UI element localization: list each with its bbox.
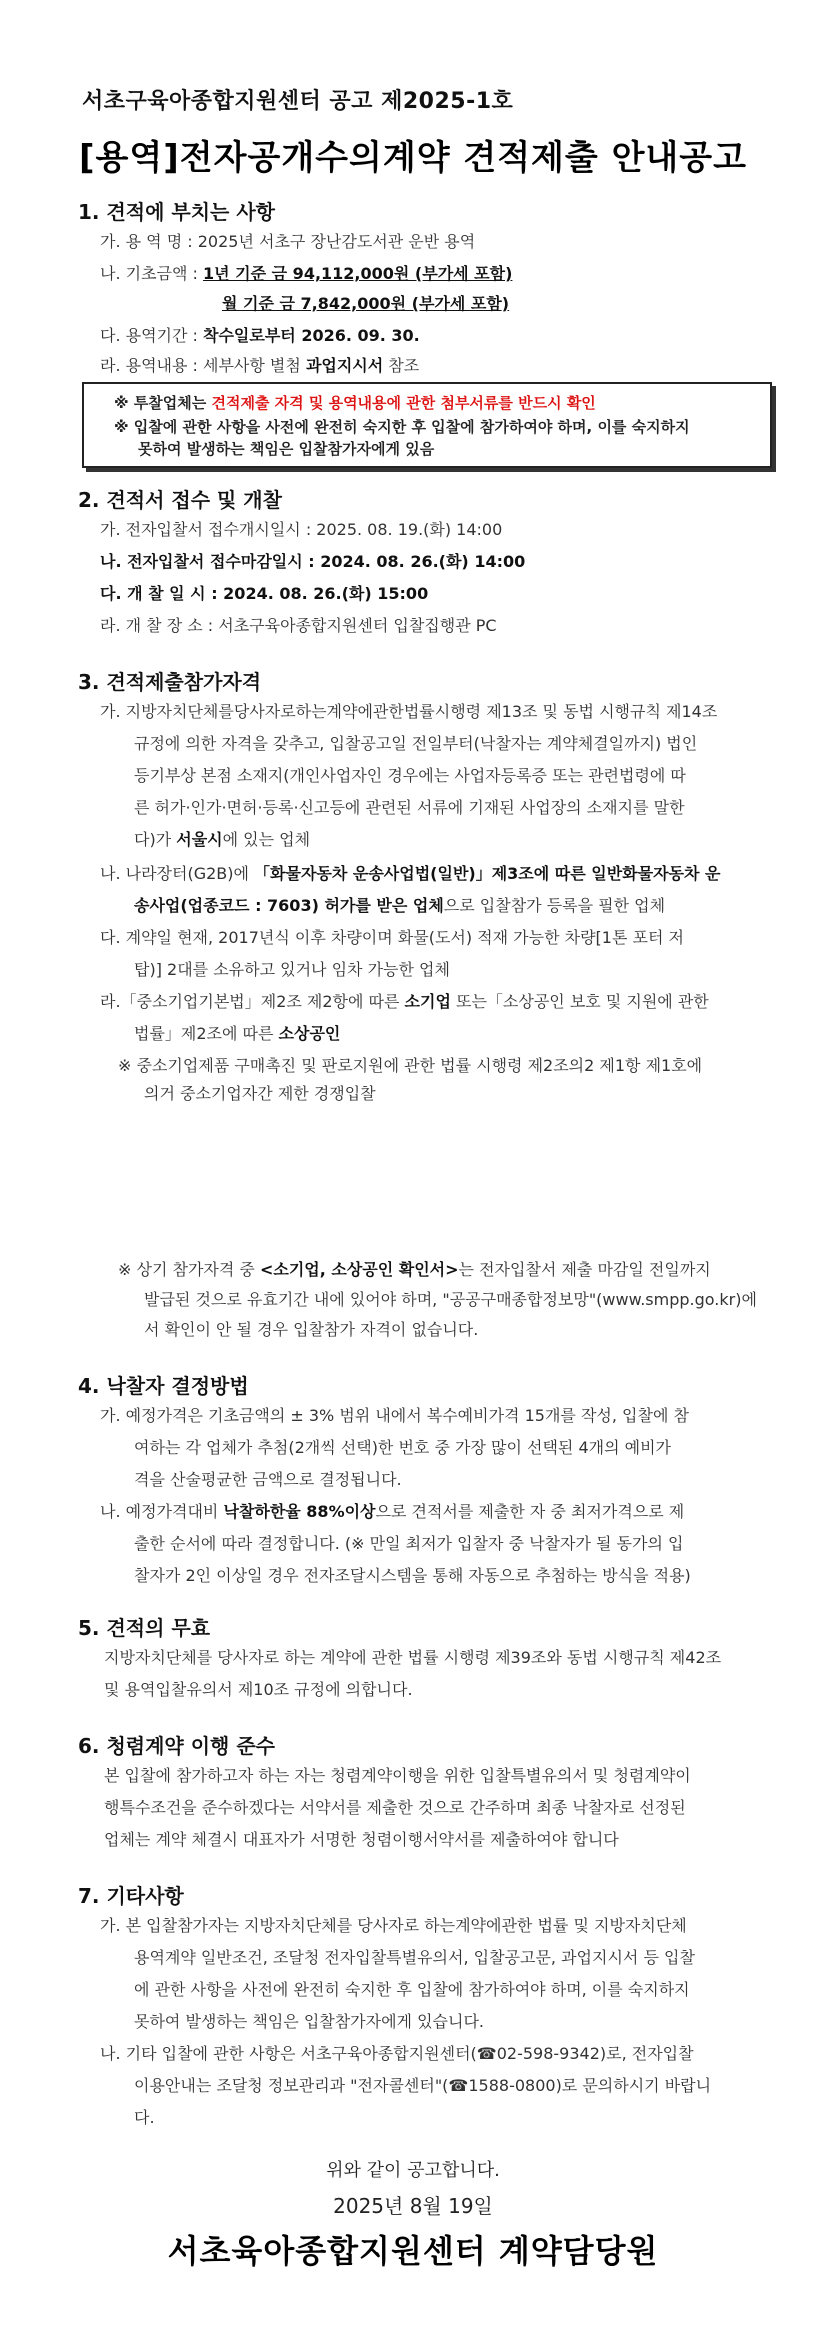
integrity-line-3: 업체는 계약 체결시 대표자가 서명한 청렴이행서약서를 제출하여야 합니다: [104, 1830, 619, 1849]
opening-datetime: 다. 개 찰 일 시 : 2024. 08. 26.(화) 15:00: [100, 584, 429, 603]
qualification-da-line-1: 다. 계약일 현재, 2017년식 이후 차량이며 화물(도서) 적재 가능한 차량[1톤 포터 저: [100, 928, 684, 947]
misc-na-line-1: 나. 기타 입찰에 관한 사항은 서초구육아종합지원센터(☎02-598-9342)로, 전자입찰: [100, 2044, 694, 2063]
qualification-small-business: 소기업: [404, 992, 451, 1011]
announcement-number: 서초구육아종합지원센터 공고 제2025-1호: [82, 89, 514, 114]
service-content-value: 과업지시서: [305, 356, 384, 375]
section-7-heading: 7. 기타사항: [78, 1884, 184, 1908]
notice-line-3: 못하여 발생하는 책임은 입찰참가자에게 있음: [138, 440, 435, 458]
misc-ga-line-2: 용역계약 일반조건, 조달청 전자입찰특별유의서, 입찰공고문, 과업지시서 등 입찰: [134, 1948, 695, 1967]
qualification-small-merchant: 소상공인: [278, 1024, 341, 1043]
qualification-ga-line-3: 등기부상 본점 소재지(개인사업자인 경우에는 사업자등록증 또는 관련법령에 따: [134, 766, 686, 785]
page-title: [용역]전자공개수의계약 견적제출 안내공고: [79, 138, 747, 178]
service-content-suffix: 참조: [383, 356, 420, 375]
section-4-heading: 4. 낙찰자 결정방법: [78, 1374, 249, 1398]
service-name: 가. 용 역 명 : 2025년 서초구 장난감도서관 운반 용역: [100, 232, 476, 251]
qualification-note-2-line-2: 발급된 것으로 유효기간 내에 있어야 하며, "공공구매종합정보망"(www.smpp.go.kr)에: [144, 1290, 757, 1309]
notice-line-1-prefix: ※ 투찰업체는: [114, 394, 212, 412]
qualification-na-line-2-bold: 송사업(업종코드 : 7603) 허가를 받은 업체: [134, 896, 444, 915]
invalid-line-2: 및 용역입찰유의서 제10조 규정에 의합니다.: [104, 1680, 413, 1699]
notice-box: [82, 382, 772, 468]
qualification-ga-line-4: 른 허가·인가·면허·등록·신고등에 관련된 서류에 기재된 사업장의 소재지를 말한: [134, 798, 685, 817]
base-amount-label: 나. 기초금액 :: [100, 264, 204, 283]
opening-place: 라. 개 찰 장 소 : 서초구육아종합지원센터 입찰집행관 PC: [100, 616, 497, 635]
qualification-ga-line-1: 가. 지방자치단체를당사자로하는계약에관한법률시행령 제13조 및 동법 시행규칙 제14조: [100, 702, 718, 721]
notice-line-1: [114, 392, 596, 414]
service-period-value: 착수일로부터 2026. 09. 30.: [203, 326, 420, 345]
qualification-ga-line-5-prefix: 다)가: [134, 830, 177, 849]
receipt-start: 가. 전자입찰서 접수개시일시 : 2025. 08. 19.(화) 14:00: [100, 520, 503, 539]
award-na-line-1-suffix: 으로 견적서를 제출한 자 중 최저가격으로 제: [375, 1502, 685, 1521]
closing-signer: 서초육아종합지원센터 계약담당원: [167, 2232, 659, 2270]
qualification-ra-line-1-prefix: 라.「중소기업기본법」제2조 제2항에 따른: [100, 992, 405, 1011]
award-na-line-1: [100, 1500, 684, 1524]
section-1-heading: 1. 견적에 부치는 사항: [78, 200, 275, 224]
qualification-na-line-2-suffix: 으로 입찰참가 등록을 필한 업체: [443, 896, 666, 915]
closing-statement: 위와 같이 공고합니다.: [326, 2160, 500, 2181]
integrity-line-2: 행특수조건을 준수하겠다는 서약서를 제출한 것으로 간주하며 최종 낙찰자로 선정된: [104, 1798, 686, 1817]
award-ga-line-2: 여하는 각 업체가 추첨(2개씩 선택)한 번호 중 가장 많이 선택된 4개의 예비가: [134, 1438, 672, 1457]
integrity-line-1: 본 입찰에 참가하고자 하는 자는 청렴계약이행을 위한 입찰특별유의서 및 청렴계약이: [104, 1766, 691, 1785]
qualification-note-2-prefix: ※ 상기 참가자격 중: [118, 1260, 260, 1279]
award-lower-limit-rate: 낙찰하한율 88%이상: [223, 1502, 376, 1521]
misc-na-line-3: 다.: [134, 2108, 155, 2127]
section-3-heading: 3. 견적제출참가자격: [78, 670, 262, 694]
section-2-heading: 2. 견적서 접수 및 개찰: [78, 488, 282, 512]
service-period-row: [100, 324, 420, 348]
qualification-note-1-line-2: 의거 중소기업자간 제한 경쟁입찰: [144, 1084, 376, 1103]
qualification-note-1-line-1: ※ 중소기업제품 구매촉진 및 판로지원에 관한 법률 시행령 제2조의2 제1항 제1호에: [118, 1056, 703, 1075]
misc-ga-line-4: 못하여 발생하는 책임은 입찰참가자에게 있습니다.: [134, 2012, 485, 2031]
base-amount-year: 1년 기준 금 94,112,000원 (부가세 포함): [203, 264, 513, 283]
misc-na-line-2: 이용안내는 조달청 정보관리과 "전자콜센터"(☎1588-0800)로 문의하시기 바랍니: [134, 2076, 712, 2095]
qualification-da-line-2: 탑)] 2대를 소유하고 있거나 임차 가능한 업체: [134, 960, 450, 979]
qualification-note-2-suffix: 는 전자입찰서 제출 마감일 전일까지: [458, 1260, 711, 1279]
qualification-ga-line-5: [134, 828, 310, 852]
award-na-line-2: 출한 순서에 따라 결정합니다. (※ 만일 최저가 입찰자 중 낙찰자가 될 동가의 입: [134, 1534, 684, 1553]
award-ga-line-3: 격을 산술평균한 금액으로 결정됩니다.: [134, 1470, 402, 1489]
invalid-line-1: 지방자치단체를 당사자로 하는 계약에 관한 법률 시행령 제39조와 동법 시행규칙 제42조: [104, 1648, 722, 1667]
misc-ga-line-1: 가. 본 입찰참가자는 지방자치단체를 당사자로 하는계약에관한 법률 및 지방자치단체: [100, 1916, 687, 1935]
misc-ga-line-3: 에 관한 사항을 사전에 완전히 숙지한 후 입찰에 참가하여야 하며, 이를 숙지하지: [134, 1980, 690, 1999]
qualification-note-2-bold: <소기업, 소상공인 확인서>: [259, 1260, 459, 1279]
qualification-ra-line-2: [134, 1022, 340, 1046]
receipt-deadline: 나. 전자입찰서 접수마감일시 : 2024. 08. 26.(화) 14:00: [100, 552, 526, 571]
notice-line-2: ※ 입찰에 관한 사항을 사전에 완전히 숙지한 후 입찰에 참가하여야 하며, 이를 숙지하지: [114, 418, 690, 436]
qualification-na-line-1-bold: 「화물자동차 운송사업법(일반)」제3조에 따른 일반화물자동차 운: [254, 864, 721, 883]
service-content-label: 라. 용역내용 : 세부사항 별첨: [100, 356, 306, 375]
qualification-na-line-1: [100, 862, 721, 886]
base-amount-month: 월 기준 금 7,842,000원 (부가세 포함): [222, 294, 510, 313]
award-na-line-1-prefix: 나. 예정가격대비: [100, 1502, 224, 1521]
qualification-ga-line-2: 규정에 의한 자격을 갖추고, 입찰공고일 전일부터(낙찰자는 계약체결일까지) 법인: [134, 734, 698, 753]
qualification-na-line-2: [134, 894, 665, 918]
qualification-note-2-line-1: [118, 1258, 711, 1282]
service-period-label: 다. 용역기간 :: [100, 326, 204, 345]
section-5-heading: 5. 견적의 무효: [78, 1616, 211, 1640]
notice-line-1-highlight: 견적제출 자격 및 용역내용에 관한 첨부서류를 반드시 확인: [211, 394, 596, 412]
qualification-region: 서울시: [176, 830, 223, 849]
qualification-na-line-1-prefix: 나. 나라장터(G2B)에: [100, 864, 255, 883]
base-amount-row: [100, 262, 512, 286]
closing-date: 2025년 8월 19일: [333, 2194, 493, 2218]
qualification-ga-line-5-suffix: 에 있는 업체: [222, 830, 311, 849]
service-content-row: [100, 354, 419, 378]
qualification-note-2-line-3: 서 확인이 안 될 경우 입찰참가 자격이 없습니다.: [144, 1320, 479, 1339]
qualification-ra-line-1-suffix: 또는「소상공인 보호 및 지원에 관한: [450, 992, 709, 1011]
section-6-heading: 6. 청렴계약 이행 준수: [78, 1734, 275, 1758]
qualification-ra-line-1: [100, 990, 709, 1014]
qualification-ra-line-2-prefix: 법률」제2조에 따른: [134, 1024, 279, 1043]
award-na-line-3: 찰자가 2인 이상일 경우 전자조달시스템을 통해 자동으로 추첨하는 방식을 적용): [134, 1566, 691, 1585]
award-ga-line-1: 가. 예정가격은 기초금액의 ± 3% 범위 내에서 복수예비가격 15개를 작성, 입찰에 참: [100, 1406, 689, 1425]
